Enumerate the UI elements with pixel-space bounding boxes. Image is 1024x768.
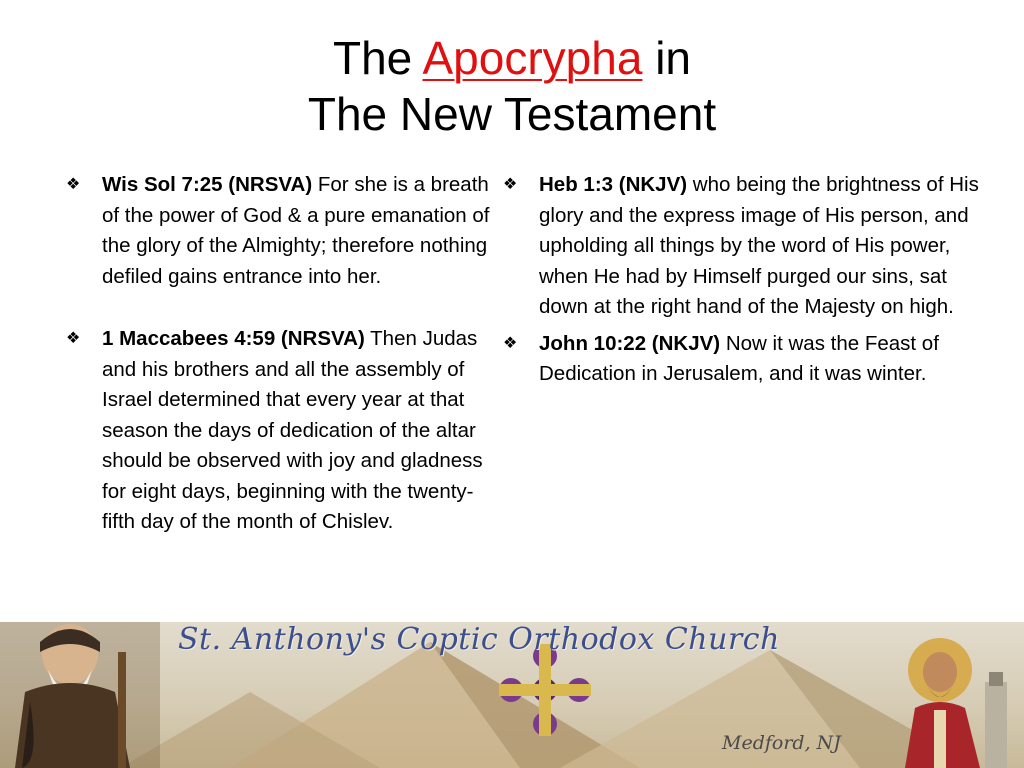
verse-reference: Heb 1:3 (NKJV) bbox=[539, 173, 688, 196]
title-highlight: Apocrypha bbox=[422, 32, 643, 84]
verse-reference: 1 Maccabees 4:59 (NRSVA) bbox=[102, 327, 365, 350]
verse-item bbox=[497, 329, 992, 390]
diamond-bullet-icon: ❖ bbox=[503, 334, 518, 352]
title-prefix: The bbox=[332, 32, 413, 84]
verse-item bbox=[60, 324, 490, 538]
verse-reference: Wis Sol 7:25 (NRSVA) bbox=[102, 173, 313, 196]
church-name: St. Anthony's Coptic Orthodox Church bbox=[178, 622, 780, 657]
verse-text: who being the brightness of His glory and the express image of His person, and upholding all things by the word of His power, when He had by Himself purged our sins, sat down at the right hand of the Majesty on high. bbox=[539, 173, 979, 318]
verse-item bbox=[60, 170, 490, 292]
right-column bbox=[497, 170, 992, 390]
diamond-bullet-icon: ❖ bbox=[66, 176, 81, 193]
saint-anthony-icon bbox=[0, 622, 160, 768]
title-suffix: in bbox=[655, 32, 692, 84]
diamond-bullet-icon: ❖ bbox=[66, 330, 81, 347]
church-location: Medford, NJ bbox=[722, 732, 841, 754]
saint-icon bbox=[905, 638, 1007, 768]
verse-text: For she is a breath of the power of God & a pure emanation of the glory of the Almighty; therefore nothing defiled gains entrance into her. bbox=[102, 173, 490, 288]
title-line-2: The New Testament bbox=[307, 88, 717, 140]
diamond-bullet-icon: ❖ bbox=[503, 176, 518, 193]
church-banner bbox=[0, 622, 1024, 768]
left-column bbox=[60, 170, 490, 538]
slide-title bbox=[0, 30, 1024, 142]
verse-item bbox=[497, 170, 992, 323]
verse-reference: John 10:22 (NKJV) bbox=[539, 331, 721, 355]
verse-text: Then Judas and his brothers and all the assembly of Israel determined that every year at that season the days of dedication of the altar should be observed with joy and gladness for eight days, beginning with the twenty-fifth day of the month of Chislev. bbox=[102, 327, 483, 533]
verse-text: Now it was the Feast of Dedication in Jerusalem, and it was winter. bbox=[539, 331, 939, 385]
